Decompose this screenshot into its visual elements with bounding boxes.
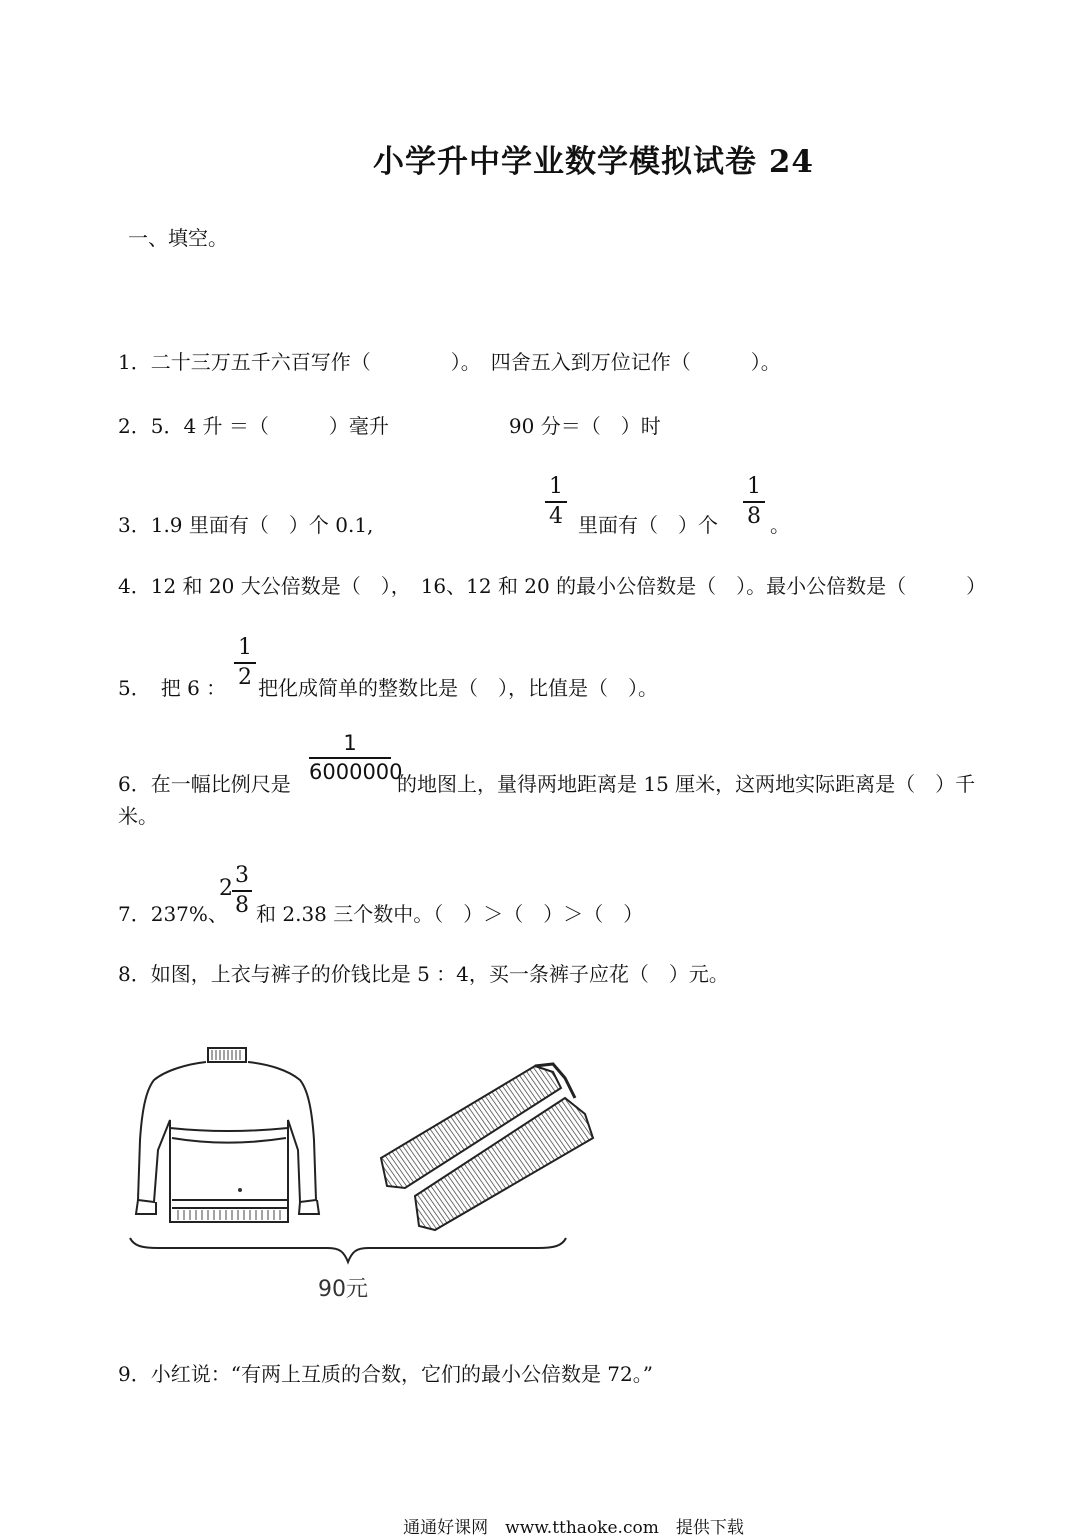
fraction-denominator: 6000000 <box>309 760 403 784</box>
fraction-denominator: 8 <box>747 504 761 529</box>
fraction-numerator: 3 <box>235 863 249 888</box>
question-6-part3: 米。 <box>118 804 158 828</box>
question-4: 4．12 和 20 大公倍数是（ ）， 16、12 和 20 的最小公倍数是（ ）。最小公倍数是（ ） <box>118 574 987 598</box>
question-6-part2: 的地图上，量得两地距离是 15 厘米，这两地实际距离是（ ）千 <box>397 772 976 796</box>
price-label: 90元 <box>318 1277 368 1302</box>
question-9: 9．小红说：“有两上互质的合数，它们的最小公倍数是 72。” <box>118 1362 653 1386</box>
mixed-number-whole: 2 <box>219 876 233 901</box>
fraction-numerator: 1 <box>238 635 252 660</box>
fraction-one-quarter <box>545 476 567 528</box>
trousers-icon <box>375 1058 600 1238</box>
fraction-numerator: 1 <box>549 474 563 499</box>
fraction-bar <box>743 501 765 503</box>
page-title: 小学升中学业数学模拟试卷 24 <box>373 144 814 180</box>
fraction-bar <box>232 890 252 892</box>
fraction-one-eighth <box>743 476 765 528</box>
fraction-one-half <box>234 637 256 689</box>
fraction-bar <box>309 757 391 759</box>
question-8: 8．如图，上衣与裤子的价钱比是 5 ：4，买一条裤子应花（ ）元。 <box>118 962 729 986</box>
sweater-icon <box>128 1040 328 1240</box>
fraction-numerator: 1 <box>343 731 357 755</box>
mixed-number-fraction <box>232 865 252 917</box>
fraction-denominator: 8 <box>235 893 249 918</box>
fraction-bar <box>545 501 567 503</box>
question-5-part1: 5． 把 6 ： <box>118 676 227 700</box>
brace-icon <box>128 1232 568 1272</box>
fraction-scale <box>309 731 403 784</box>
fraction-denominator: 4 <box>549 504 563 529</box>
fraction-bar <box>234 662 256 664</box>
question-1: 1．二十三万五千六百写作（ ）。 四舍五入到万位记作（ ）。 <box>118 350 781 374</box>
fraction-numerator: 1 <box>747 474 761 499</box>
page-footer: 通通好课网 www.tthaoke.com 提供下载 <box>403 1518 744 1538</box>
question-2: 2．5．4 升 ＝（ ）毫升 90 分＝（ ）时 <box>118 414 661 438</box>
question-7-part1: 7．237%、 <box>118 902 228 926</box>
question-3-part2: 里面有（ ）个 <box>578 513 718 537</box>
section-heading: 一、填空。 <box>128 226 228 250</box>
fraction-denominator: 2 <box>238 665 252 690</box>
question-6-part1: 6．在一幅比例尺是 <box>118 772 291 796</box>
question-3-part3: 。 <box>770 513 790 537</box>
question-5-part2: 把化成简单的整数比是（ ），比值是（ ）。 <box>258 676 658 700</box>
question-7-part2: 和 2.38 三个数中。（ ）＞（ ）＞（ ） <box>256 902 644 926</box>
question-3-part1: 3．1.9 里面有（ ）个 0.1, <box>118 513 374 537</box>
